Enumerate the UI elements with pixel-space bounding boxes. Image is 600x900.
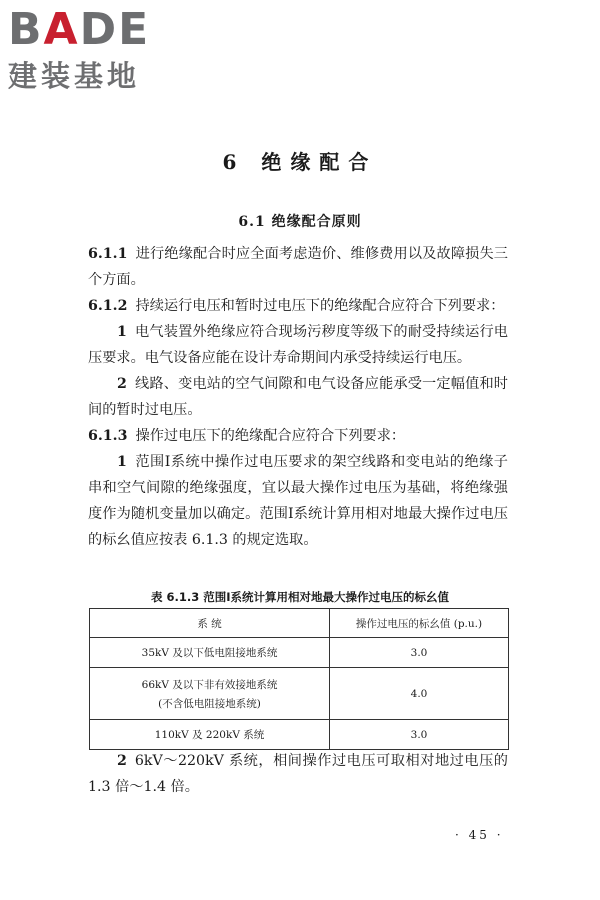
clause-6-1-3: 6.1.3 操作过电压下的绝缘配合应符合下列要求： bbox=[88, 428, 406, 444]
row-system-text: 66kV 及以下非有效接地系统 bbox=[141, 678, 278, 691]
table-caption: 表 6.1.3 范围Ⅰ系统计算用相对地最大操作过电压的标幺值 bbox=[150, 590, 450, 604]
table-header-row bbox=[90, 609, 509, 638]
clause-6-1-3-item-2: 2 6kV～220kV 系统，相间操作过电压可取相对地过电压的 1.3 倍～1.4 倍。 bbox=[88, 753, 508, 795]
row-system: 110kV 及 220kV 系统 bbox=[90, 720, 330, 750]
clause-6-1-2: 6.1.2 持续运行电压和暂时过电压下的绝缘配合应符合下列要求： bbox=[88, 298, 505, 314]
body-part-2 bbox=[88, 748, 508, 800]
header-value: 操作过电压的标幺值 (p.u.) bbox=[330, 609, 509, 638]
overvoltage-table bbox=[89, 608, 509, 750]
logo-wordmark: BADE bbox=[8, 4, 151, 55]
clause-6-1-2-item-2: 2 线路、变电站的空气间隙和电气设备应能承受一定幅值和时间的暂时过电压。 bbox=[88, 376, 508, 418]
row-system: 35kV 及以下低电阻接地系统 bbox=[90, 638, 330, 668]
clause-6-1-3-item-1: 1 范围Ⅰ系统中操作过电压要求的架空线路和变电站的绝缘子串和空气间隙的绝缘强度，宜以最大操作过电压为基础，将绝缘强度作为随机变量加以确定。范围Ⅰ系统计算用相对地最大操作过电压的标幺值应按表 6.1.3 的规定选取。 bbox=[88, 454, 508, 548]
logo-subtitle: 建装基地 bbox=[8, 59, 141, 93]
clause-6-1-1: 6.1.1 进行绝缘配合时应全面考虑造价、维修费用以及故障损失三个方面。 bbox=[88, 246, 508, 288]
row-system-note: (不含低电阻接地系统) bbox=[158, 697, 261, 710]
chapter-title: 6 绝缘配合 bbox=[222, 150, 378, 174]
table-row bbox=[90, 720, 509, 750]
row-value: 3.0 bbox=[330, 638, 509, 668]
brand-logo bbox=[8, 6, 178, 94]
row-value: 4.0 bbox=[330, 668, 509, 720]
row-system bbox=[90, 668, 330, 720]
page-number: · 45 · bbox=[455, 828, 504, 842]
body-part-1 bbox=[88, 241, 508, 553]
header-system: 系 统 bbox=[90, 609, 330, 638]
row-value: 3.0 bbox=[330, 720, 509, 750]
table-row bbox=[90, 668, 509, 720]
table-row bbox=[90, 638, 509, 668]
section-title: 6.1 绝缘配合原则 bbox=[238, 214, 362, 230]
clause-6-1-2-item-1: 1 电气装置外绝缘应符合现场污秽度等级下的耐受持续运行电压要求。电气设备应能在设计寿命期间内承受持续运行电压。 bbox=[88, 324, 508, 366]
